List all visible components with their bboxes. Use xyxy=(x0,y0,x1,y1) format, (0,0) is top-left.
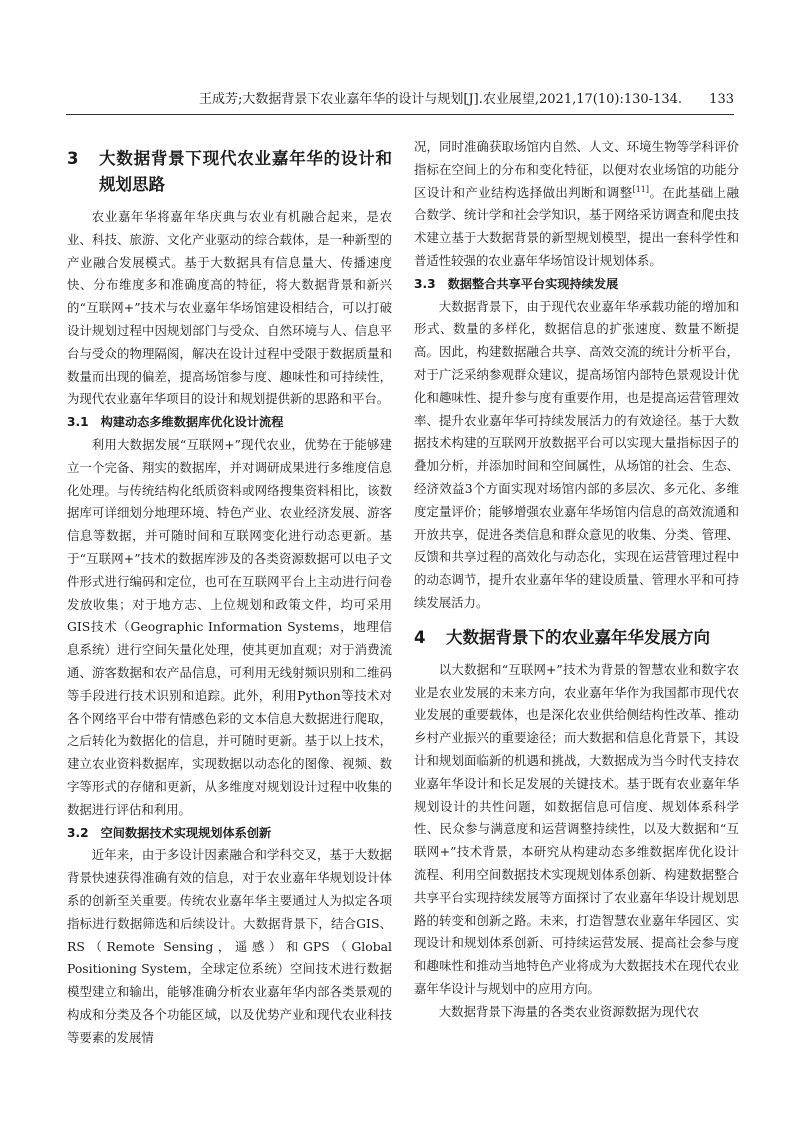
citation-line: 王成芳;大数据背景下农业嘉年华的设计与规划[J].农业展望,2021,17(10):130-134. xyxy=(199,92,682,107)
paragraph: 近年来，由于多设计因素融合和学科交叉，基于大数据背景快速获得准确有效的信息，对于农业嘉年华规划设计体系的创新至关重要。传统农业嘉年华主要通过人为拟定各项指标进行数据筛选和后续设计。大数据背景下，结合GIS、RS（Remote Sensing，遥感）和GPS（Global Positioning System，全球定位系统）空间技术进行数据模型建立和输出，能够准确分析农业嘉年华内部各类景观的构成和分类及各个功能区域，以及优势产业和现代农业科技等要素的发展情 xyxy=(67,847,392,1045)
section-title: 大数据背景下的农业嘉年华发展方向 xyxy=(446,627,710,647)
section-4-heading xyxy=(414,625,739,651)
paragraph: 农业嘉年华将嘉年华庆典与农业有机融合起来，是农业、科技、旅游、文化产业驱动的综合载体，是一种新型的产业融合发展模式。基于大数据具有信息量大、传播速度快、分布维度多和准确度高的特征，将大数据背景和新兴的“互联网+”技术与农业嘉年华场馆建设相结合，可以打破设计规划过程中因规划部门与受众、自然环境与人、信息平台与受众的物理隔阂，解决在设计过程中受限于数据质量和数量而出现的偏差，提高场馆参与度、趣味性和可持续性，为现代农业嘉年华项目的设计和规划提供新的思路和平台。 xyxy=(67,209,392,407)
left-column xyxy=(67,136,392,1116)
page-number: 133 xyxy=(709,92,734,107)
section-number: 4 xyxy=(414,627,426,647)
section-number: 3 xyxy=(67,149,79,168)
paragraph: 以大数据和“互联网+”技术为背景的智慧农业和数字农业是农业发展的未来方向，农业嘉年华作为我国都市现代农业发展的重要载体，也是深化农业供给侧结构性改革、推动乡村产业振兴的重要途径；而大数据和信息化背景下，其设计和规划面临新的机遇和挑战，大数据成为当今时代支持农业嘉年华设计和长足发展的关键技术。基于既有农业嘉年华规划设计的共性问题，如数据信息可信度、规划体系科学性、民众参与满意度和运营调整持续性，以及大数据和“互联网+”技术背景，本研究从构建动态多维数据库优化设计流程、利用空间数据技术实现规划体系创新、构建数据整合共享平台实现持续发展等方面探讨了农业嘉年华设计规划思路的转变和创新之路。未来，打造智慧农业嘉年华园区、实现设计和规划体系创新、可持续运营发展、提高社会参与度和趣味性和推动当地特色产业将成为大数据技术在现代农业嘉年华设计与规划中的应用方向。 xyxy=(414,661,739,996)
subsection-title: 构建动态多维数据库优化设计流程 xyxy=(100,415,284,430)
right-column xyxy=(414,136,739,1116)
paragraph: 利用大数据发展“互联网+”现代农业，优势在于能够建立一个完备、翔实的数据库，并对调研成果进行多维度信息化处理。与传统结构化纸质资料或网络搜集资料相比，该数据库可详细划分地理环境、特色产业、农业经济发展、游客信息等数据，并可随时间和互联网变化进行动态更新。基于“互联网+”技术的数据库涉及的各类资源数据可以电子文件形式进行编码和定位，也可在互联网平台上主动进行问卷发放收集；对于地方志、上位规划和政策文件，均可采用GIS技术（Geographic Information Systems，地理信息系统）进行空间矢量化处理，使其更加直观；对于消费流通、游客数据和农产品信息，可利用无线射频识别和二维码等手段进行技术识别和追踪。此外，利用Python等技术对各个网络平台中带有情感色彩的文本信息大数据进行爬取，之后转化为数据化的信息，并可随时更新。基于以上技术，建立农业资料数据库，实现数据以动态化的图像、视频、数字等形式的存储和更新，从多维度对规划设计过程中收集的数据进行评估和利用。 xyxy=(67,436,392,817)
subsection-3-1-heading xyxy=(67,411,392,434)
subsection-title: 数据整合共享平台实现持续发展 xyxy=(447,276,619,291)
subsection-number: 3.3 xyxy=(414,276,436,291)
subsection-3-2-heading xyxy=(67,822,392,845)
subsection-number: 3.1 xyxy=(67,415,89,430)
paragraph: 大数据背景下，由于现代农业嘉年华承载功能的增加和形式、数量的多样化，数据信息的扩张速度、数量不断提高。因此，构建数据融合共享、高效交流的统计分析平台，对于广泛采纳参观群众建议，提高场馆内部特色景观设计优化和趣味性、提升参与度有重要作用，也是提高运营管理效率、提升农业嘉年华可持续发展活力的有效途径。基于大数据技术构建的互联网开放数据平台可以实现大量指标因子的叠加分析，并添加时间和空间属性，从场馆的社会、生态、经济效益3个方面实现对场馆内部的多层次、多元化、多维度定量评价；能够增强农业嘉年华场馆内信息的高效流通和开放共享，促进各类信息和群众意见的收集、分类、管理、反馈和共享过程的高效化与动态化，实现在运营管理过程中的动态调节，提升农业嘉年华的建设质量、管理水平和可持续发展活力。 xyxy=(414,298,739,610)
paragraph: 大数据背景下海量的各类农业资源数据为现代农 xyxy=(438,1003,699,1019)
subsection-title: 空间数据技术实现规划体系创新 xyxy=(100,825,272,840)
header-rule xyxy=(66,114,734,115)
paragraph-text: 况，同时准确获取场馆内自然、人文、环境生物等学科评价指标在空间上的分布和变化特征，以便对农业场馆的功能分区设计和产业结构选择做出判断和调整 xyxy=(414,139,739,200)
citation-ref: [11] xyxy=(632,184,649,194)
paragraph-text: 。在此基础上融合数学、统计学和社会学知识，基于网络采访调查和爬虫技术建立基于大数据背景的新型规划模型，提出一套科学性和普适性较强的农业嘉年华场馆设计规划体系。 xyxy=(414,184,739,268)
section-3-heading xyxy=(67,146,392,198)
subsection-number: 3.2 xyxy=(67,825,89,840)
paragraph-continued xyxy=(414,136,739,273)
section-title: 大数据背景下现代农业嘉年华的设计和规划思路 xyxy=(99,149,392,194)
running-header xyxy=(66,88,734,112)
subsection-3-3-heading xyxy=(414,273,739,296)
